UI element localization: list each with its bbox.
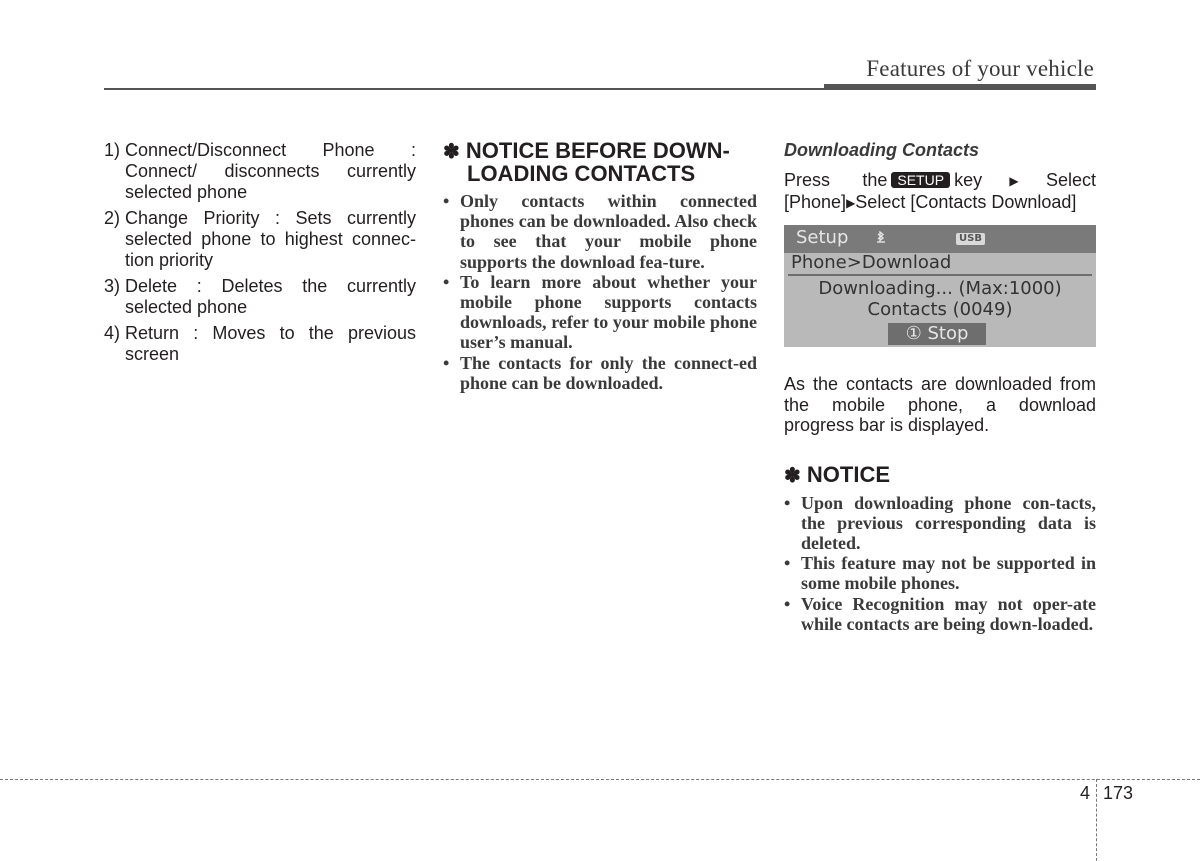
numbered-list xyxy=(104,140,416,365)
bullet-item xyxy=(443,272,757,353)
bullet-item xyxy=(784,553,1096,593)
right-column xyxy=(784,140,1096,634)
notice-bullets xyxy=(443,191,757,393)
instruction-select-download: Select [Contacts Download] xyxy=(855,191,1077,212)
bullet-item xyxy=(443,353,757,393)
bullet-icon: • xyxy=(784,492,791,513)
list-item xyxy=(104,276,416,318)
screen-title: Setup xyxy=(796,227,849,248)
notice-star-icon: ✽ xyxy=(443,141,460,163)
left-column xyxy=(104,140,416,370)
list-text: Return : Moves to the previous screen xyxy=(125,323,416,364)
notice-title-line2: LOADING CONTACTS xyxy=(467,161,696,186)
bullet-icon: • xyxy=(443,271,450,292)
screen-divider xyxy=(788,274,1092,276)
footer-dashed-divider xyxy=(1096,779,1097,861)
list-item xyxy=(104,323,416,365)
footer-dashed-rule xyxy=(0,779,1200,780)
bullet-item xyxy=(784,493,1096,554)
bullet-text: Only contacts within connected phones can be downloaded. Also check to see that your mobile phone supports the download fea-ture. xyxy=(460,191,757,272)
middle-column xyxy=(443,140,757,393)
list-number: 2) xyxy=(104,208,121,228)
page-number: 173 xyxy=(1103,783,1134,803)
notice-heading xyxy=(784,461,1096,487)
bullet-text: Voice Recognition may not oper-ate while contacts are being down-loaded. xyxy=(801,593,1096,634)
chapter-number: 4 xyxy=(1080,783,1091,803)
arrow-right-icon: ▶ xyxy=(846,195,856,210)
usb-badge: USB xyxy=(956,233,985,245)
bluetooth-download-icon xyxy=(874,231,888,249)
list-item xyxy=(104,140,416,203)
bullet-text: Upon downloading phone con-tacts, the previous corresponding data is deleted. xyxy=(801,492,1096,553)
bullet-item xyxy=(784,594,1096,634)
bullet-icon: • xyxy=(443,352,450,373)
list-text: Connect/Disconnect Phone : Connect/ disconnects currently selected phone xyxy=(125,140,416,202)
bullet-text: The contacts for only the connect-ed phone can be downloaded. xyxy=(460,352,757,393)
screen-contacts-count: Contacts (0049) xyxy=(867,299,1013,320)
display-screenshot xyxy=(784,225,1096,347)
description-text: As the contacts are downloaded from the mobile phone, a download progress bar is displayed. xyxy=(784,374,1096,435)
arrow-right-icon: ▶ xyxy=(982,174,1046,188)
bullet-text: To learn more about whether your mobile phone supports contacts downloads, refer to your mobile phone user’s manual. xyxy=(460,271,757,353)
section-heading: Downloading Contacts xyxy=(784,140,979,160)
notice-title: NOTICE xyxy=(806,461,891,487)
notice-bullets xyxy=(784,493,1096,634)
list-number: 3) xyxy=(104,276,121,296)
notice-star-icon: ✽ xyxy=(784,464,801,487)
instruction-key: key xyxy=(954,170,983,190)
bullet-icon: • xyxy=(443,191,450,211)
bullet-icon: • xyxy=(784,593,791,614)
list-number: 4) xyxy=(104,323,121,343)
screen-stop-button: ① Stop xyxy=(888,323,986,345)
instruction-press: Press the xyxy=(784,170,888,190)
setup-key-icon: SETUP xyxy=(891,172,950,188)
list-text: Change Priority : Sets currently selected phone to highest connec-tion priority xyxy=(125,208,416,270)
bullet-icon: • xyxy=(784,553,791,574)
instruction-select-phone: Select [Phone] xyxy=(784,170,1096,212)
list-number: 1) xyxy=(104,140,121,160)
instruction-text xyxy=(784,170,1096,213)
screen-downloading: Downloading... (Max:1000) xyxy=(818,278,1062,299)
bullet-text: This feature may not be supported in some mobile phones. xyxy=(801,553,1096,594)
list-item xyxy=(104,208,416,271)
header-rule-accent xyxy=(824,84,1096,90)
list-text: Delete : Deletes the currently selected phone xyxy=(125,276,416,317)
screen-path: Phone>Download xyxy=(791,252,952,273)
notice-title-line1: NOTICE BEFORE DOWN- xyxy=(465,138,730,163)
notice-heading xyxy=(443,140,757,185)
header-rule xyxy=(104,88,824,90)
bullet-item xyxy=(443,191,757,272)
header-title: Features of your vehicle xyxy=(866,56,1094,81)
